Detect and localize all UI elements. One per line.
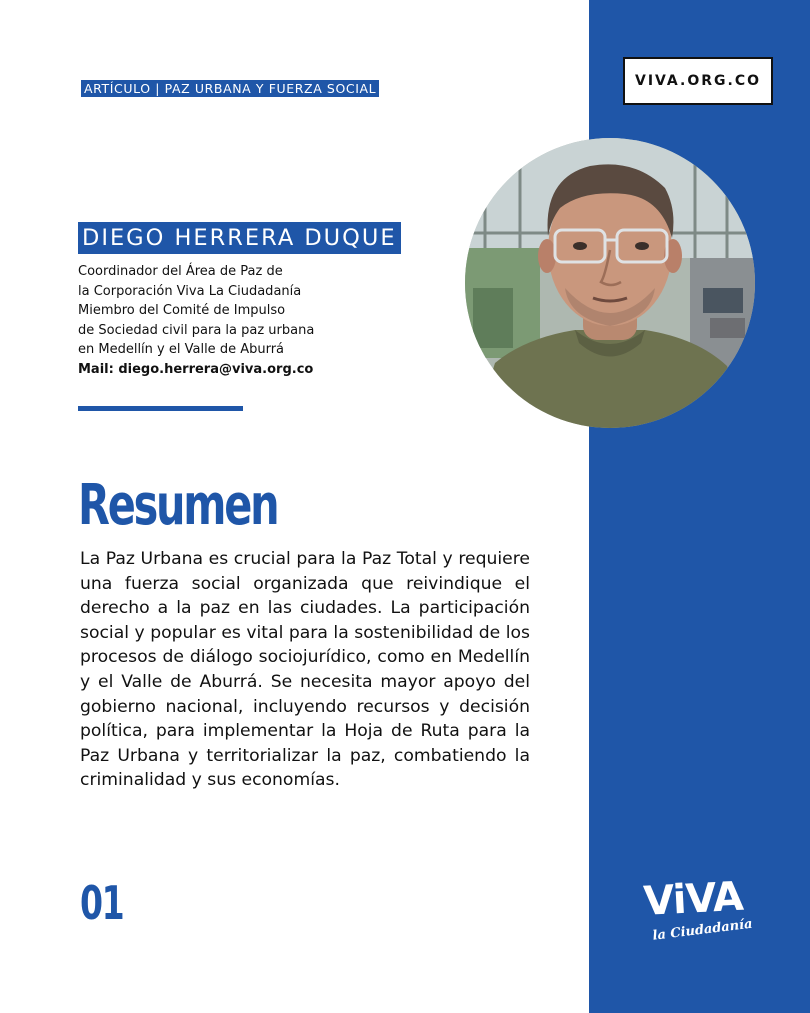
bio-line: la Corporación Viva La Ciudadanía xyxy=(78,283,302,299)
logo-word: ViVA xyxy=(642,873,744,925)
website-badge[interactable]: VIVA.ORG.CO xyxy=(623,57,773,105)
bio-line: Coordinador del Área de Paz de xyxy=(78,264,283,279)
abstract-text: La Paz Urbana es crucial para la Paz Total y requiere una fuerza social organizada que reivindique el derecho a la paz en las ciudades. La participación social y popular es vital para la sostenibilidad de los procesos de diálogo sociojurídico, como en Medellín y el Valle de Aburrá. Se necesita mayor apoyo del gobierno nacional, incluyendo recursos y decisión política, para implementar la Hoja de Ruta para la Paz Urbana y territorializar la paz, combatiendo la criminalidad y sus economías. xyxy=(80,549,530,791)
author-bio xyxy=(78,262,458,379)
logo-tagline: la Ciudadanía xyxy=(651,916,754,944)
section-divider xyxy=(78,406,243,411)
bio-line: Miembro del Comité de Impulso xyxy=(78,303,286,318)
author-mail[interactable]: Mail: diego.herrera@viva.org.co xyxy=(78,361,314,377)
viva-logo xyxy=(640,868,765,948)
bio-line: de Sociedad civil para la paz urbana xyxy=(78,322,315,338)
author-name: DIEGO HERRERA DUQUE xyxy=(78,222,401,254)
abstract-heading: Resumen xyxy=(78,473,278,538)
page-number: 01 xyxy=(80,876,124,930)
author-photo xyxy=(465,138,755,428)
bio-line: en Medellín y el Valle de Aburrá xyxy=(78,342,285,357)
category-tag: ARTÍCULO | PAZ URBANA Y FUERZA SOCIAL xyxy=(81,80,379,97)
